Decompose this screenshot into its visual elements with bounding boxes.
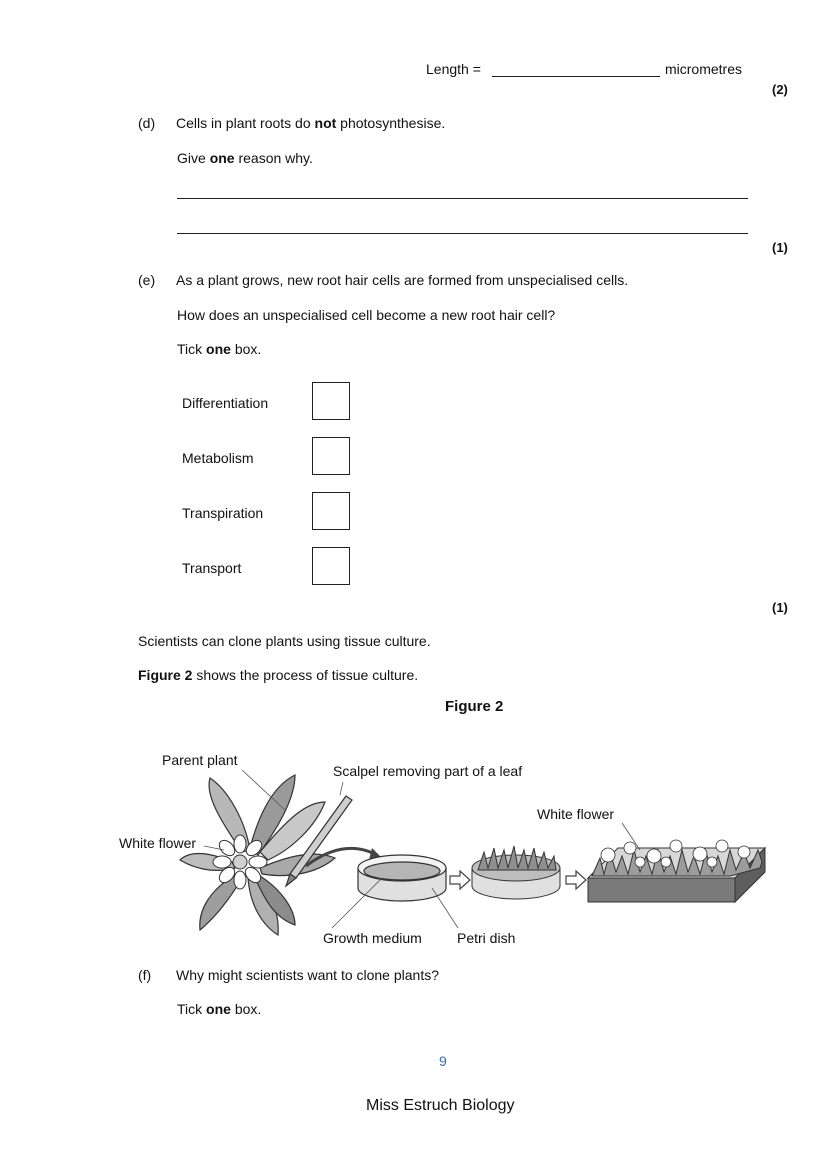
tissue-culture-diagram bbox=[110, 740, 790, 955]
part-e-tick-instruction: Tick one box. bbox=[177, 341, 262, 357]
page-number: 9 bbox=[439, 1053, 447, 1069]
petri-dish-illustration bbox=[358, 855, 446, 901]
marks-e: (1) bbox=[772, 600, 788, 615]
marks-length: (2) bbox=[772, 82, 788, 97]
part-d-question: Cells in plant roots do not photosynthesise. bbox=[176, 115, 446, 131]
length-unit: micrometres bbox=[665, 61, 743, 77]
label-scalpel: Scalpel removing part of a leaf bbox=[333, 763, 523, 779]
part-d-instruction: Give one reason why. bbox=[177, 150, 313, 166]
answer-line-1[interactable] bbox=[177, 198, 748, 199]
label-parent-plant: Parent plant bbox=[162, 752, 238, 768]
length-answer-line[interactable] bbox=[492, 76, 660, 77]
marks-d: (1) bbox=[772, 240, 788, 255]
part-f-question: Why might scientists want to clone plants? bbox=[176, 967, 440, 983]
part-e-question: How does an unspecialised cell become a new root hair cell? bbox=[177, 307, 556, 323]
figure-title: Figure 2 bbox=[445, 698, 504, 715]
tick-box-differentiation[interactable] bbox=[312, 382, 350, 420]
figure-reference: Figure 2 shows the process of tissue culture. bbox=[138, 667, 419, 683]
length-label: Length = bbox=[426, 61, 481, 77]
part-f-number: (f) bbox=[138, 967, 152, 983]
tick-box-transport[interactable] bbox=[312, 547, 350, 585]
label-petri-dish: Petri dish bbox=[457, 930, 516, 946]
dish-with-plantlets-illustration bbox=[472, 846, 560, 899]
footer-text: Miss Estruch Biology bbox=[366, 1097, 515, 1114]
part-e-number: (e) bbox=[138, 272, 156, 288]
option-label-differentiation: Differentiation bbox=[182, 395, 269, 411]
intro-text: Scientists can clone plants using tissue culture. bbox=[138, 633, 431, 649]
process-arrow-icon bbox=[450, 871, 470, 889]
tick-box-transpiration[interactable] bbox=[312, 492, 350, 530]
tick-box-metabolism[interactable] bbox=[312, 437, 350, 475]
answer-line-2[interactable] bbox=[177, 233, 748, 234]
label-white-flower-right: White flower bbox=[537, 806, 615, 822]
option-label-metabolism: Metabolism bbox=[182, 450, 254, 466]
white-flower-illustration bbox=[213, 835, 267, 889]
part-e-statement: As a plant grows, new root hair cells are formed from unspecialised cells. bbox=[176, 272, 629, 288]
option-label-transpiration: Transpiration bbox=[182, 505, 264, 521]
label-growth-medium: Growth medium bbox=[323, 930, 422, 946]
option-label-transport: Transport bbox=[182, 560, 242, 576]
label-white-flower-left: White flower bbox=[119, 835, 197, 851]
part-f-tick-instruction: Tick one box. bbox=[177, 1001, 262, 1017]
process-arrow-icon bbox=[566, 871, 586, 889]
part-d-number: (d) bbox=[138, 115, 156, 131]
